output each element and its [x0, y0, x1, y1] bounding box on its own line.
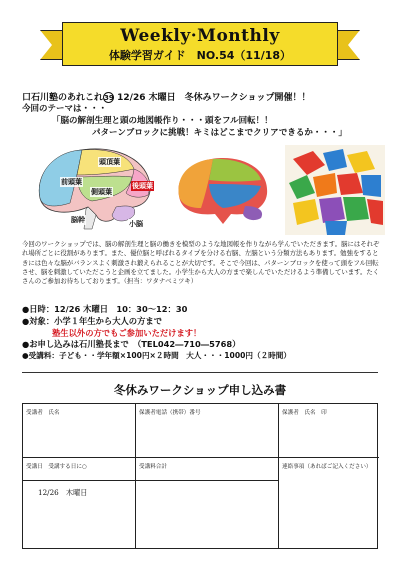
application-contact: ●お申し込みは石川塾長まで （TEL042―710―5768） — [22, 339, 241, 349]
theme-line-2: パターンブロックに挑戦！キミはどこまでクリアできるか・・・」 — [92, 128, 347, 138]
attendee-name-label: 受講者 氏名 — [26, 410, 60, 416]
application-form — [22, 403, 378, 549]
pattern-blocks-photo — [285, 145, 385, 235]
notes-label: 連絡事項（あればご記入ください） — [282, 464, 372, 470]
label-occipital-lobe: 後頭葉 — [132, 182, 153, 190]
target-note: 塾生以外の方でもご参加いただけます！ — [52, 328, 202, 338]
event-datetime: ●日時：12/26 木曜日 10：30～12：30 — [22, 304, 188, 314]
attendee-name-cell[interactable] — [23, 404, 136, 458]
notes-cell[interactable] — [279, 458, 379, 549]
guardian-phone-label: 保護者電話（携帯）番号 — [139, 410, 201, 416]
brain-photo — [165, 150, 283, 230]
guardian-phone-cell[interactable] — [136, 404, 279, 458]
fee-total-label: 受講料合計 — [139, 464, 167, 470]
theme-line-1: 「脳の解剖生理と頭の地図帳作り・・・頭をフル回転！！ — [52, 116, 273, 126]
attendance-date-label: 受講日 受講する日に○ — [26, 464, 87, 470]
attendance-date-cell[interactable] — [23, 458, 136, 549]
section-divider — [22, 372, 378, 373]
label-frontal-lobe: 前頭葉 — [61, 178, 82, 186]
label-cerebellum: 小脳 — [129, 220, 143, 228]
event-date: 12/26 木曜日 冬休みワークショップ開催！！ — [117, 93, 311, 103]
theme-lead: 今回のテーマは・・・ — [22, 104, 108, 114]
fee-info: ●受講料：子ども・・学年額×100円×２時間 大人・・・1000円（２時間） — [22, 351, 291, 360]
fee-total-cell[interactable] — [136, 458, 279, 549]
brain-diagram — [30, 143, 158, 233]
series-prefix: 口石川塾のあれこれ — [22, 93, 104, 103]
description-paragraph: 今回のワークショップでは、脳の解剖生理と脳の働きを模型のような地図帳を作りながら学んでいただきます。脳にはそれぞれ場所ごとに役割があります。また、優位脳と呼ばれるタイプを分ける右脳、左脳という分類方法もあります。勉強をするときには色々な脳がバランスよく刺激され鍛えられることが大切です。そこで今回は、パターンブロックを使って頭をフル回転させ、脳を刺激していただこうと企画を立てました。小学生から大人の方まで楽しんでいただけるよう準備しています。たくさんのご参加お待ちしております。（担当：ワタナベミツキ） — [22, 240, 380, 286]
header-banner — [62, 22, 338, 66]
label-brainstem: 脳幹 — [71, 216, 85, 224]
banner-title: Weekly·Monthly — [120, 26, 280, 46]
colored-brain-illustration — [165, 150, 283, 230]
pattern-blocks-illustration — [285, 145, 385, 235]
banner-subtitle: 体験学習ガイド NO.54（11/18） — [108, 49, 292, 62]
event-target: ●対象：小学１年生から大人の方まで — [22, 316, 162, 326]
attendance-date-value: 12/26 木曜日 — [38, 488, 88, 497]
guardian-name-label: 保護者 氏名 印 — [282, 410, 327, 416]
form-inner-divider — [23, 480, 279, 481]
banner-body — [62, 22, 338, 66]
label-parietal-lobe: 頭頂葉 — [99, 158, 120, 166]
series-number: 39 — [104, 94, 114, 102]
label-temporal-lobe: 側頭葉 — [91, 188, 112, 196]
form-title: 冬休みワークショップ申し込み書 — [113, 383, 287, 397]
guardian-name-cell[interactable] — [279, 404, 379, 458]
